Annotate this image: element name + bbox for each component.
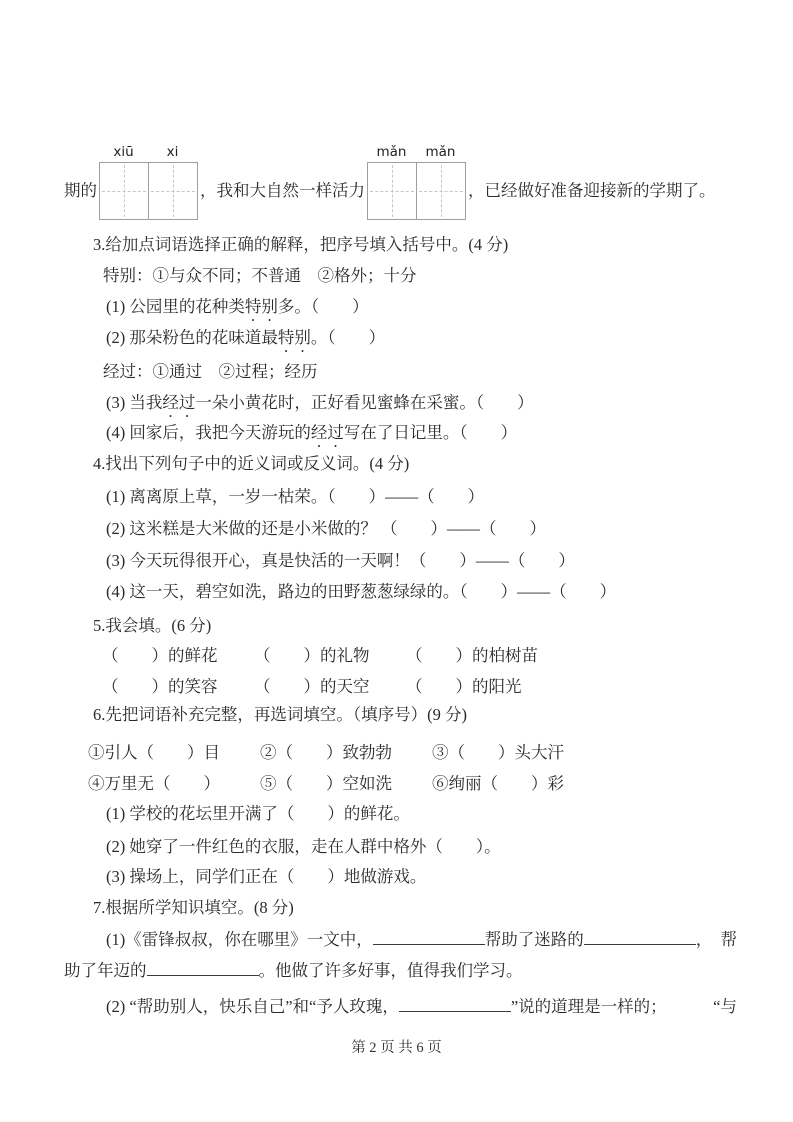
q5-row-2: [102, 676, 558, 698]
q3-item-2-post: 。（ ）: [310, 328, 386, 347]
q7-item-1-seg-2: 帮助了迷路的: [484, 930, 584, 949]
pinyin-syllable: xi: [166, 144, 179, 160]
q6-item-1: (1) 学校的花坛里开满了（ ）的鲜花。: [106, 804, 410, 823]
q3-item-3-post: 一朵小黄花时，正好看见蜜蜂在采蜜。（ ）: [195, 393, 534, 412]
q4-item-1: (1) 离离原上草，一岁一枯荣。（ ）——（ ）: [106, 487, 485, 506]
q3-item-2-emphasized-word: 特别: [277, 328, 311, 347]
q7-item-1-line-2: [64, 960, 523, 982]
character-grid-1: [99, 162, 198, 220]
grid-cell: [100, 163, 148, 219]
pinyin-syllable: mǎn: [425, 144, 456, 160]
answer-blank: [399, 1009, 511, 1012]
q6-idiom-row-2: [88, 773, 604, 795]
q3-word-definition-1: 特别：①与众不同；不普通 ②格外；十分: [103, 266, 417, 285]
question-6-header: 6.先把词语补充完整，再选词填空。（填序号）(9 分): [93, 705, 467, 724]
q3-item-3: [106, 392, 534, 414]
q7-item-2: [106, 996, 737, 1018]
q3-item-1-emphasized-word: 特别: [244, 297, 278, 316]
q5-phrase: （ ）的柏树苗: [406, 646, 538, 665]
q7-item-1-line-1: [106, 929, 737, 951]
q3-item-1-pre: (1) 公园里的花种类: [106, 297, 245, 316]
q7-item-2-seg-1: (2) “帮助别人，快乐自己”和“予人玫瑰，: [106, 997, 399, 1016]
question-4-header: 4.找出下列句子中的近义词或反义词。(4 分): [93, 454, 410, 473]
q6-item-2: (2) 她穿了一件红色的衣服，走在人群中格外（ ）。: [106, 837, 501, 856]
sentence-suffix: ，已经做好准备迎接新的学期了。: [468, 181, 716, 200]
q3-item-4-emphasized-word: 经过: [310, 423, 344, 442]
sentence-prefix: 期的: [64, 181, 97, 200]
pinyin-labels-2: [367, 144, 466, 162]
pinyin-syllable: xiū: [113, 144, 134, 160]
pinyin-labels-1: [99, 144, 198, 162]
q3-item-4-pre: (4) 回家后，我把今天游玩的: [106, 423, 311, 442]
q6-idiom-row-1: [88, 742, 604, 764]
q7-item-1-seg-4: 帮: [720, 930, 737, 949]
writing-grid-2: [367, 144, 466, 220]
q6-idiom: ⑤（ ）空如洗: [260, 774, 392, 793]
q6-idiom: ③（ ）头大汗: [432, 743, 564, 762]
question-7-header: 7.根据所学知识填空。(8 分): [93, 898, 294, 917]
q7-item-2-seg-2: ”说的道理是一样的；: [510, 997, 667, 1016]
grid-cell: [148, 163, 197, 219]
q6-idiom: ①引人（ ）目: [88, 743, 220, 762]
writing-grid-1: [99, 144, 198, 220]
answer-blank: [373, 942, 485, 945]
q4-item-2: (2) 这米糕是大米做的还是小米做的？ （ ）——（ ）: [106, 519, 546, 538]
sentence-middle: ，我和大自然一样活力: [200, 181, 365, 200]
q5-phrase: （ ）的礼物: [254, 646, 370, 665]
grid-cell: [368, 163, 416, 219]
q7-item-2-seg-3: “与: [713, 997, 737, 1016]
q6-item-3: (3) 操场上，同学们正在（ ）地做游戏。: [106, 867, 427, 886]
q5-phrase: （ ）的天空: [254, 677, 370, 696]
q3-item-1: [106, 296, 369, 318]
sentence-completion-line: [64, 144, 716, 220]
q3-item-3-emphasized-word: 经过: [162, 393, 196, 412]
q7-item-1-seg-1: (1)《雷锋叔叔，你在哪里》一文中，: [106, 930, 373, 949]
q6-idiom: ④万里无（ ）: [88, 774, 220, 793]
pinyin-syllable: mǎn: [376, 144, 407, 160]
q6-idiom: ②（ ）致勃勃: [260, 743, 392, 762]
q3-item-3-pre: (3) 当我: [106, 393, 163, 412]
q7-item-1-line2-post: 。他做了许多好事，值得我们学习。: [258, 961, 523, 980]
q5-phrase: （ ）的鲜花: [102, 646, 218, 665]
q7-item-1-seg-3: ，: [695, 930, 713, 949]
q5-phrase: （ ）的笑容: [102, 677, 218, 696]
q6-idiom: ⑥绚丽（ ）彩: [432, 774, 564, 793]
question-3-header: 3.给加点词语选择正确的解释，把序号填入括号中。(4 分): [93, 235, 509, 254]
grid-cell: [416, 163, 465, 219]
q5-phrase: （ ）的阳光: [406, 677, 522, 696]
q3-item-1-post: 多。（ ）: [277, 297, 369, 316]
q3-item-2: [106, 327, 385, 349]
answer-blank: [147, 973, 259, 976]
q3-item-4: [106, 422, 517, 444]
q3-item-4-post: 写在了日记里。（ ）: [343, 423, 518, 442]
q3-word-definition-2: 经过：①通过 ②过程；经历: [103, 362, 318, 381]
q5-row-1: [102, 645, 558, 667]
character-grid-2: [367, 162, 466, 220]
q4-item-3: (3) 今天玩得很开心，真是快活的一天啊！（ ）——（ ）: [106, 551, 575, 570]
answer-blank: [584, 942, 696, 945]
page-footer: 第 2 页 共 6 页: [351, 1040, 442, 1056]
question-5-header: 5.我会填。(6 分): [93, 616, 212, 635]
q4-item-4: (4) 这一天，碧空如洗，路边的田野葱葱绿绿的。（ ）——（ ）: [106, 582, 617, 601]
q3-item-2-pre: (2) 那朵粉色的花味道最: [106, 328, 278, 347]
q7-item-1-line2-pre: 助了年迈的: [64, 961, 147, 980]
